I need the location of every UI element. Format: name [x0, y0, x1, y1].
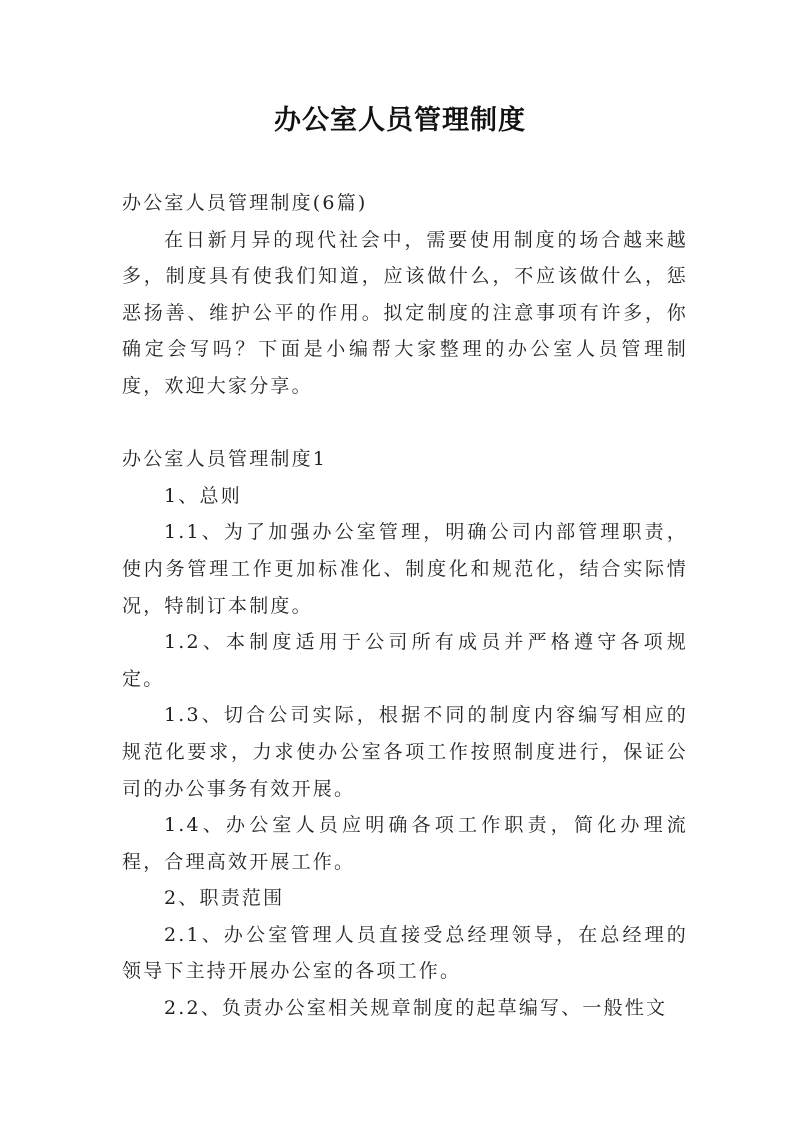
paragraph-spacer [122, 405, 688, 442]
clause-2-1: 2.1、办公室管理人员直接受总经理领导，在总经理的领导下主持开展办公室的各项工作。 [122, 923, 688, 983]
clause-1-3: 1.3、切合公司实际，根据不同的制度内容编写相应的规范化要求，力求使办公室各项工作按照制度进行，保证公司的办公事务有效开展。 [122, 704, 688, 800]
document-body [122, 185, 688, 1027]
clause-heading-1: 1、总则 [164, 484, 242, 507]
paragraph-intro: 在日新月异的现代社会中，需要使用制度的场合越来越多，制度具有使我们知道，应该做什么，不应该做什么，惩恶扬善、维护公平的作用。拟定制度的注意事项有许多，你确定会写吗？下面是小编帮大家整理的办公室人员管理制度，欢迎大家分享。 [122, 228, 688, 397]
paragraph-subtitle: 办公室人员管理制度(6篇) [122, 192, 368, 214]
clause-heading-2: 2、职责范围 [164, 887, 285, 910]
section-heading: 办公室人员管理制度1 [122, 448, 328, 471]
clause-1-4: 1.4、办公室人员应明确各项工作职责，简化办理流程，合理高效开展工作。 [122, 814, 688, 873]
clause-1-2: 1.2、本制度适用于公司所有成员并严格遵守各项规定。 [122, 631, 688, 690]
clause-2-2: 2.2、负责办公室相关规章制度的起草编写、一般性文 [164, 997, 668, 1020]
document-title: 办公室人员管理制度 [274, 105, 526, 136]
clause-1-1: 1.1、为了加强办公室管理，明确公司内部管理职责，使内务管理工作更加标准化、制度化和规范化，结合实际情况，特制订本制度。 [122, 521, 688, 617]
